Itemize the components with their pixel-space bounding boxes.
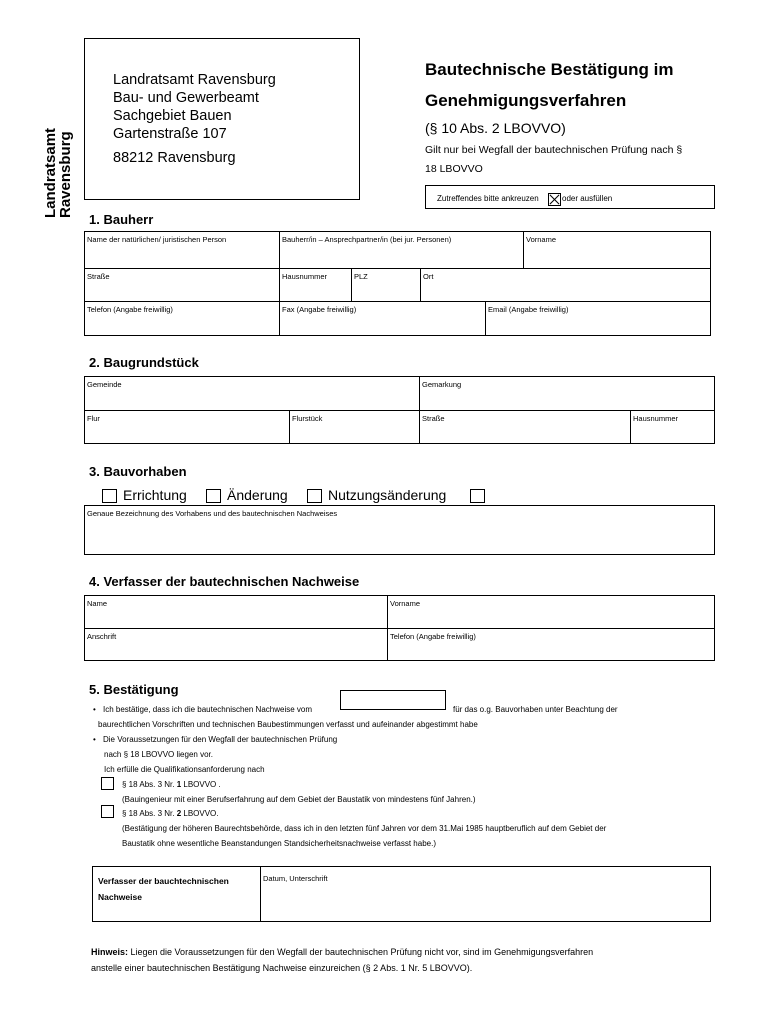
- option-nutzungsaenderung-label: Nutzungsänderung: [328, 487, 447, 503]
- logo-line1: Landratsamt: [42, 127, 59, 218]
- section-1-heading: 1. Bauherr: [89, 212, 154, 227]
- bauherr-name-field[interactable]: Name der natürlichen/ juristischen Person: [87, 235, 227, 244]
- bauherr-hausnummer-field[interactable]: Hausnummer: [282, 272, 328, 281]
- section-4-heading: 4. Verfasser der bautechnischen Nachweise: [89, 574, 360, 589]
- grundstueck-hausnummer-field[interactable]: Hausnummer: [633, 414, 679, 423]
- hint-box: [425, 185, 715, 209]
- gemarkung-field[interactable]: Gemarkung: [422, 380, 462, 389]
- form-note-line1: Gilt nur bei Wegfall der bautechnischen Prüfung nach §: [425, 144, 683, 156]
- form-law-reference: (§ 10 Abs. 2 LBOVVO): [425, 120, 566, 136]
- verfasser-table: [84, 595, 715, 661]
- option-nutzungsaenderung[interactable]: [307, 487, 446, 503]
- verfasser-anschrift-field[interactable]: Anschrift: [87, 632, 117, 641]
- section-3-heading: 3. Bauvorhaben: [89, 464, 187, 479]
- checkbox-icon[interactable]: [307, 489, 322, 503]
- footer-note: [91, 944, 731, 976]
- hint-text: Zutreffendes bitte ankreuzen: [437, 194, 539, 203]
- bauherr-fax-field[interactable]: Fax (Angabe freiwillig): [282, 305, 357, 314]
- crossed-checkbox-icon: [548, 193, 561, 206]
- bauvorhaben-description-field[interactable]: [84, 505, 715, 555]
- address-line: Sachgebiet Bauen: [113, 108, 232, 124]
- landratsamt-logo: [40, 86, 74, 218]
- bauherr-email-field[interactable]: Email (Angabe freiwillig): [488, 305, 569, 314]
- checkbox-icon[interactable]: [206, 489, 221, 503]
- qualification-nr1-note: (Bauingenieur mit einer Berufserfahrung auf dem Gebiet der Baustatik von mindestens fünf Jahren.): [122, 795, 476, 804]
- bauherr-ort-field[interactable]: Ort: [423, 272, 434, 281]
- confirmation-text-1: • Ich bestätige, dass ich die bautechnischen Nachweise vom: [103, 705, 312, 715]
- confirmation-text-1-line2: baurechtlichen Vorschriften und technischen Baubestimmungen verfasst und aufeinander abgestimmt habe: [98, 720, 478, 729]
- confirmation-text-2: • Die Voraussetzungen für den Wegfall der bautechnischen Prüfung: [103, 735, 337, 745]
- flur-field[interactable]: Flur: [87, 414, 100, 423]
- baugrundstueck-table: [84, 376, 715, 444]
- section-5-heading: 5. Bestätigung: [89, 682, 179, 697]
- grundstueck-strasse-field[interactable]: Straße: [422, 414, 445, 423]
- checkbox-icon[interactable]: [102, 489, 117, 503]
- qualification-nr2-label: § 18 Abs. 3 Nr. 2 LBOVVO.: [122, 809, 219, 818]
- option-other[interactable]: [470, 487, 491, 503]
- signature-table: [92, 866, 711, 922]
- bauherr-table: [84, 231, 711, 336]
- form-note-line2: 18 LBOVVO: [425, 163, 483, 175]
- option-errichtung-label: Errichtung: [123, 487, 187, 503]
- address-line: Landratsamt Ravensburg: [113, 72, 276, 88]
- option-aenderung[interactable]: [206, 487, 288, 503]
- qualification-nr2-note-line1: (Bestätigung der höheren Baurechtsbehörde, dass ich in den letzten fünf Jahren vor dem 31.Mai 1985 hauptberuflich auf dem Gebiet der: [122, 824, 607, 833]
- logo-line2: Ravensburg: [57, 131, 74, 218]
- checkbox-icon[interactable]: [470, 489, 485, 503]
- verfasser-telefon-field[interactable]: Telefon (Angabe freiwillig): [390, 632, 476, 641]
- form-title-line2: Genehmigungsverfahren: [425, 91, 627, 110]
- bauherr-contact-field[interactable]: Bauherr/in – Ansprechpartner/in (bei jur. Personen): [282, 235, 452, 244]
- gemeinde-field[interactable]: Gemeinde: [87, 380, 122, 389]
- hint-text-after: oder ausfüllen: [562, 194, 613, 203]
- confirmation-text-1-cont: für das o.g. Bauvorhaben unter Beachtung der: [453, 705, 618, 714]
- signature-label: Verfasser der bauchtechnischen Nachweise: [98, 876, 229, 902]
- footer-note-text-line2: anstelle einer bautechnischen Bestätigung Nachweise einzureichen (§ 2 Abs. 1 Nr. 5 LBOVVO).: [91, 963, 473, 973]
- qualification-intro: Ich erfülle die Qualifikationsanforderung nach: [104, 765, 265, 774]
- qualification-nr2-note-line2: Baustatik ohne wesentliche Beanstandungen Standsicherheitsnachweise verfasst habe.): [122, 839, 436, 848]
- address-line: Gartenstraße 107: [113, 126, 227, 142]
- bauherr-vorname-field[interactable]: Vorname: [526, 235, 557, 244]
- option-aenderung-label: Änderung: [227, 487, 288, 503]
- option-errichtung[interactable]: [102, 487, 187, 503]
- bauherr-telefon-field[interactable]: Telefon (Angabe freiwillig): [87, 305, 173, 314]
- section-2-heading: 2. Baugrundstück: [89, 355, 199, 370]
- bauvorhaben-description-label: Genaue Bezeichnung des Vorhabens und des bautechnischen Nachweises: [87, 509, 338, 518]
- form-title-line1: Bautechnische Bestätigung im: [425, 60, 674, 79]
- address-box: [84, 38, 360, 200]
- bauherr-plz-field[interactable]: PLZ: [354, 272, 368, 281]
- verfasser-name-field[interactable]: Name: [87, 599, 108, 608]
- address-line: Bau- und Gewerbeamt: [113, 90, 259, 106]
- bauvorhaben-options: [102, 487, 502, 503]
- qualification-nr1-label: § 18 Abs. 3 Nr. 1 LBOVVO .: [122, 780, 221, 789]
- address-city: 88212 Ravensburg: [113, 150, 236, 166]
- bauherr-strasse-field[interactable]: Straße: [87, 272, 110, 281]
- footer-note-text: Liegen die Voraussetzungen für den Wegfall der bautechnischen Prüfung nicht vor, sind im Genehmigungsverfahren: [128, 947, 594, 957]
- footer-note-label: Hinweis:: [91, 947, 129, 957]
- flurstueck-field[interactable]: Flurstück: [292, 414, 323, 423]
- qualification-nr1-checkbox[interactable]: [101, 777, 114, 790]
- signature-field[interactable]: Datum, Unterschrift: [263, 874, 328, 883]
- qualification-nr2-checkbox[interactable]: [101, 805, 114, 818]
- confirmation-text-2-line2: nach § 18 LBOVVO liegen vor.: [104, 750, 213, 759]
- verfasser-vorname-field[interactable]: Vorname: [390, 599, 421, 608]
- nachweise-date-input[interactable]: [340, 690, 446, 710]
